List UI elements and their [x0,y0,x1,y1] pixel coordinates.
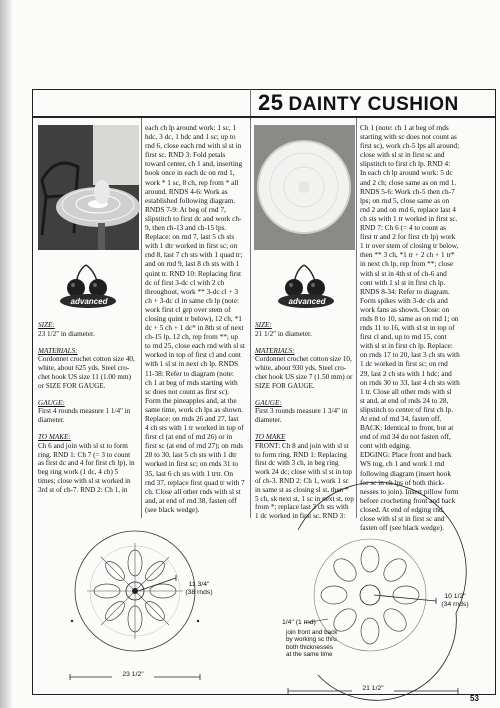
instructions-column-2: each ch lp around work: 1 sc, 1 hdc, 3 dc, 1 hdc and 1 sc; up to rnd 6, close each rnd with sl st in first sc. RND 3: Fold petals toward center, ch 1 and, inserting hook once in each dc on rnd 1, work * 1 sc, 8 ch, rep from * all around. RNDS 4-6: Work as established following diagram. RNDS 7-9: At beg of rnd 7, slipstitch to first dc and work ch- 9, then ch-13 and ch-15 lps. Replace: on rnd 7, last 5 ch sts with 1 dtr worked in first sc; on rnd 8, last 7 ch sts with 1 quad tr; and on rnd 9, last 8 ch sts with 1 quint tr. RND 10: Replacing first dc of first 3-dc cl with 2 ch throughout, work ** 3-dc cl + 3 ch + 3-dc cl in same ch lp (note: work first cl grp over stem of closing quint tr below), 12 ch, *1 dc + 5 ch + 1 dc* in 8th st of next ch-15 lp, 12 ch, rep from **; up to rnd 25, close each rnd with sl st worked in top of first cl and cont with 1 sl st in next ch lp. RNDS 11-38: Refer to diagram (note: ch 1 at beg of rnds starting with sc does not count as first sc). Form the pineapples and, at the same time, work ch lps as shown. Replace: on rnds 26 and 27, last 4 ch sts with 1 tr worked in top of first cl (at end of rnd 26) or in first sc (at end of rnd 27); on rnds 28 to 30, last 5 ch sts with 1 dtr worked in first sc; on rnds 31 to 35, last 6 ch sts with 1 trtr. On rnd 37, replace first quad tr with 7 ch. Close all other rnds with sl st and, at end of rnd 38, fasten off (see black wedge). [145,123,245,514]
doily-photo [38,125,139,250]
radius-dimension: 11 3/4" (38 rnds) [185,581,213,596]
difficulty-badge [58,260,120,317]
column-divider [141,118,142,518]
diameter-dimension: 23 1/2" [112,671,154,679]
cushion-diagram [258,525,490,695]
size-heading: SIZE: [38,321,55,329]
gauge-text: First 3 rounds measure 1 3/4" in diameter. [255,407,348,425]
header-rule [32,116,495,118]
materials-heading: MATERIALS: [38,346,78,355]
difficulty-label: advanced [70,297,108,306]
cushion-photo [254,125,355,250]
gauge-heading: GAUGE: [38,398,65,407]
to-make-text: FRONT: Ch 8 and join with sl st to form ring. RND 1: Replacing first dc with 3 ch, in beg ring work 24 dc; close with sl st in top of ch-3. RND 2: Ch 1, work 1 sc in same st as closing sl st, then * 5 ch, sk next st, 1 sc in next st, rep from *; replace last 3 ch sts with 1 dc worked in first sc. RND 3: [255,441,354,521]
instructions-column-4: Ch 1 (note: ch 1 at beg of rnds starting with sc does not count as first sc), work ch-5 lps all around; close with sl st in first sc and slipstitch to first ch lp. RND 4: In each ch lp around work: 5 dc and 2 ch; close same as on rnd 1. RNDS 5-6: Work ch-5 then ch-7 lps; on rnd 5, close same as on rnd 2 and on rnd 6, replace last 4 ch sts with 1 tr worked in first sc. RND 7: Ch 6 (= 4 to count as first tr and 2 for first ch lp) work 1 tr over stem of closing tr below, then ** 3 ch, *1 tr + 2 ch + 1 tr* in next ch lp, rep from **; close with sl st in 4th st of ch-6 and cont with 1 sl st in first ch lp. RNDS 8-34: Refer to diagram. Form spikes with 3-dc cls and work fans as shown. Close: on rnds 8 to 10, same as on rnd 1; on rnds 11 to 16, with sl st in top of first cl and, up to rnd 15, cont with sl st in first ch lp. Replace: on rnds 17 to 20, last 3 ch sts with 1 dc worked in first sc; on rnd 29, last 2 ch sts with 1 hdc; and on rnds 30 to 33, last 4 ch sts with 1 tr. Close all other rnds with sl st and, at end of rnds 24 to 28, slipstitch to center of first ch lp. At end of rnd 34, fasten off. BACK: Identical to front, but at end of rnd 34 do not fasten off, cont with edging. EDGING: Place front and back WS tog, ch 1 and work 1 rnd following diagram (insert hook for sc in ch lps of both thick- nesses to join). Insert pillow form before crocheting front and back closed. At end of edging rnd, close with sl st in first sc and fasten off (see black wedge). [360,123,460,533]
pattern-name: DAINTY CUSHION [288,94,459,115]
size-heading: SIZE: [255,321,272,329]
column-divider [356,118,357,518]
page-binding-shadow [0,0,12,708]
difficulty-label: advanced [288,297,326,306]
radius-dimension: 10 1/2" (34 rnds) [441,593,469,608]
page-number: 53 [470,694,479,703]
column-divider [250,118,251,518]
header-divider [250,89,251,116]
size-text: 23 1/2" in diameter. [38,329,95,338]
edging-dimension: 1/4" (1 rnd) [282,619,316,626]
gauge-text: First 4 rounds measure 1 1/4" in diameter. [38,407,131,425]
pattern-number: 25 [258,90,284,115]
materials-text: Cordonnet crochet cotton size 10, white, about 930 yds. Steel cro- chet hook US size 7 (1.50 mm) or SIZE FOR GAUGE. [255,355,353,390]
left-info-panel [38,321,139,521]
size-text: 21 1/2" in diameter. [255,329,312,338]
materials-heading: MATERIALS: [255,346,295,355]
to-make-text: Ch 6 and join with sl st to form ring. RND 1: Ch 7 (= 3 to count as first dc and 4 for first ch lp), in beg ring work (1 dc, 4 ch) 5 times; close with sl st worked in 3rd st of ch-7. RND 2: Ch 1, in [38,441,135,494]
diameter-dimension: 21 1/2" [352,685,394,693]
materials-text: Cordonnet crochet cotton size 40, white, about 625 yds. Steel cro- chet hook US size 11 (1.00 mm) or SIZE FOR GAUGE. [38,355,135,390]
edging-note: join front and back by working sc thru both thicknesses at the same time [286,629,338,659]
to-make-heading: TO MAKE: [38,432,71,441]
difficulty-badge [276,260,338,317]
pattern-title [258,89,459,116]
right-info-panel [255,321,355,521]
gauge-heading: GAUGE: [255,398,282,407]
to-make-heading: TO MAKE [255,432,286,441]
doily-diagram [50,525,250,695]
